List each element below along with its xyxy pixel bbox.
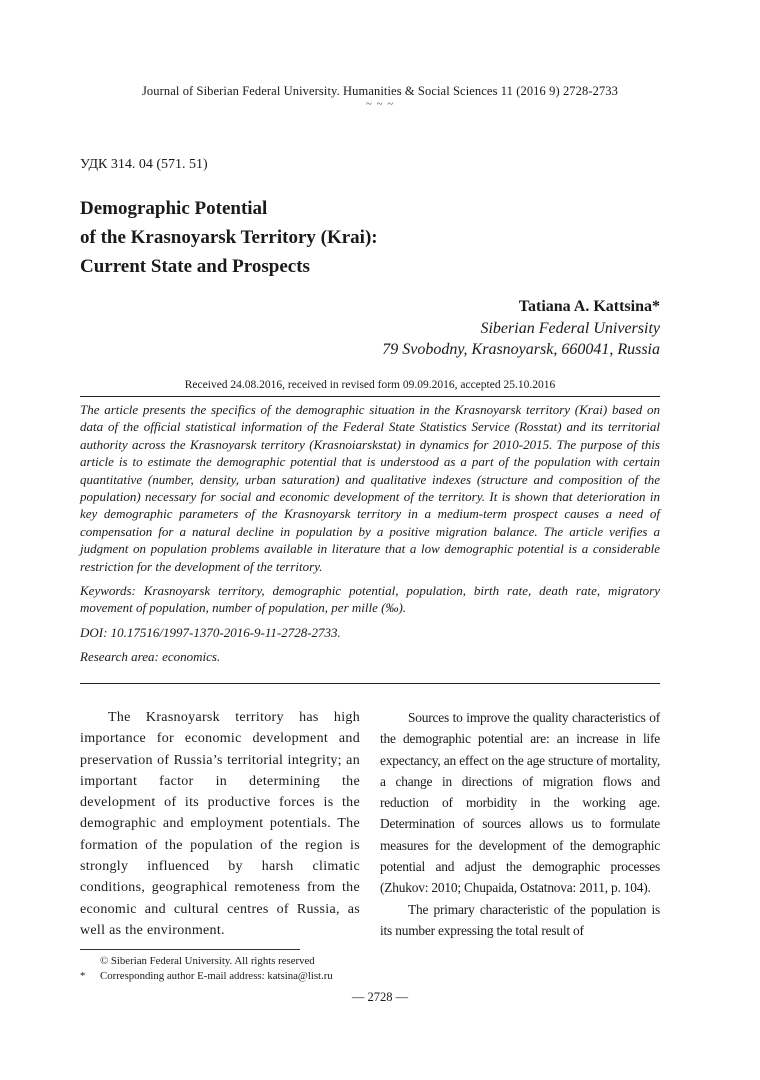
body-paragraph: The Krasnoyarsk territory has high importance for economic development and preservation of Russia’s territorial integrity; an important factor in determining the development of its productive forces is the demographic and employment potentials. The formation of the population of the region is strongly influenced by harsh climatic conditions, geographical remoteness from the economic and cultural centres of Russia, as well as the environment.: [80, 710, 360, 938]
abstract-text: The article presents the specifics of the demographic situation in the Krasnoyarsk territory (Krai) based on data of the official statistical information of the Federal State Statistics Service (Rosstat) and its territorial authority across the Krasnoyarsk territory (Krasnoiarskstat) in dynamics for 2010-2015. The purpose of this article is to estimate the demographic potential that is understood as a part of the population with certain quantitative (number, density, urban saturation) and qualitative indexes (structure and composition of the population) necessary for social and economic development of the territory. It is shown that deterioration in key demographic parameters of the Krasnoyarsk territory in a medium-term prospect causes a need of compensation for a natural decline in population by a positive migration balance. The article verifies a judgment on population problems available in literature that a low demographic potential is a considerable restriction for the development of the territory.: [80, 402, 660, 574]
footnote-rule: [80, 949, 300, 950]
author-affiliation: Siberian Federal University: [480, 319, 660, 337]
keywords: Keywords: Krasnoyarsk territory, demographic potential, population, birth rate, death rate, migratory movement of population, number of population, per mille (‰).: [80, 583, 660, 616]
body-left-column: [80, 707, 360, 941]
corresponding-author-text: Corresponding author E-mail address: katsina@list.ru: [100, 969, 333, 982]
udk-code: УДК 314. 04 (571. 51): [80, 157, 208, 172]
title-line: Current State and Prospects: [80, 256, 310, 277]
abstract: [80, 401, 660, 673]
body-right-column: [380, 707, 660, 941]
header-ornament: ~ ~ ~: [365, 98, 395, 110]
page-number: — 2728 —: [351, 990, 409, 1004]
body-paragraph: Sources to improve the quality characteristics of the demographic potential are: an increase in life expectancy, an effect on the age structure of mortality, a change in directions of migration flows and reduction of morbidity in the working age. Determination of sources allows us to formulate measures for the development of the demographic potential and adjust the demographic processes (Zhukov: 2010; Chupaida, Ostatnova: 2011, p. 104).: [380, 710, 660, 896]
copyright-text: © Siberian Federal University. All rights reserved: [100, 955, 315, 967]
author-block: [382, 296, 660, 361]
author-address: 79 Svobodny, Krasnoyarsk, 660041, Russia: [382, 341, 660, 358]
author-name: Tatiana A. Kattsina*: [518, 298, 660, 315]
footnote-corresponding: [80, 969, 333, 984]
title-line: of the Krasnoyarsk Territory (Krai):: [80, 227, 378, 248]
footnote-copyright: [80, 954, 333, 969]
abstract-top-rule: [80, 396, 660, 397]
research-area: Research area: economics.: [80, 649, 221, 665]
received-dates: Received 24.08.2016, received in revised form 09.09.2016, accepted 25.10.2016: [184, 379, 556, 391]
footnotes: [80, 954, 333, 983]
journal-header: Journal of Siberian Federal University. Humanities & Social Sciences 11 (2016 9) 2728-2733: [141, 84, 619, 98]
article-title: [80, 194, 378, 281]
abstract-bottom-rule: [80, 683, 660, 684]
body-paragraph: The primary characteristic of the population is its number expressing the total result of: [380, 901, 660, 938]
footnote-mark: *: [80, 969, 86, 982]
doi: DOI: 10.17516/1997-1370-2016-9-11-2728-2733.: [80, 624, 341, 640]
title-line: Demographic Potential: [80, 198, 268, 219]
